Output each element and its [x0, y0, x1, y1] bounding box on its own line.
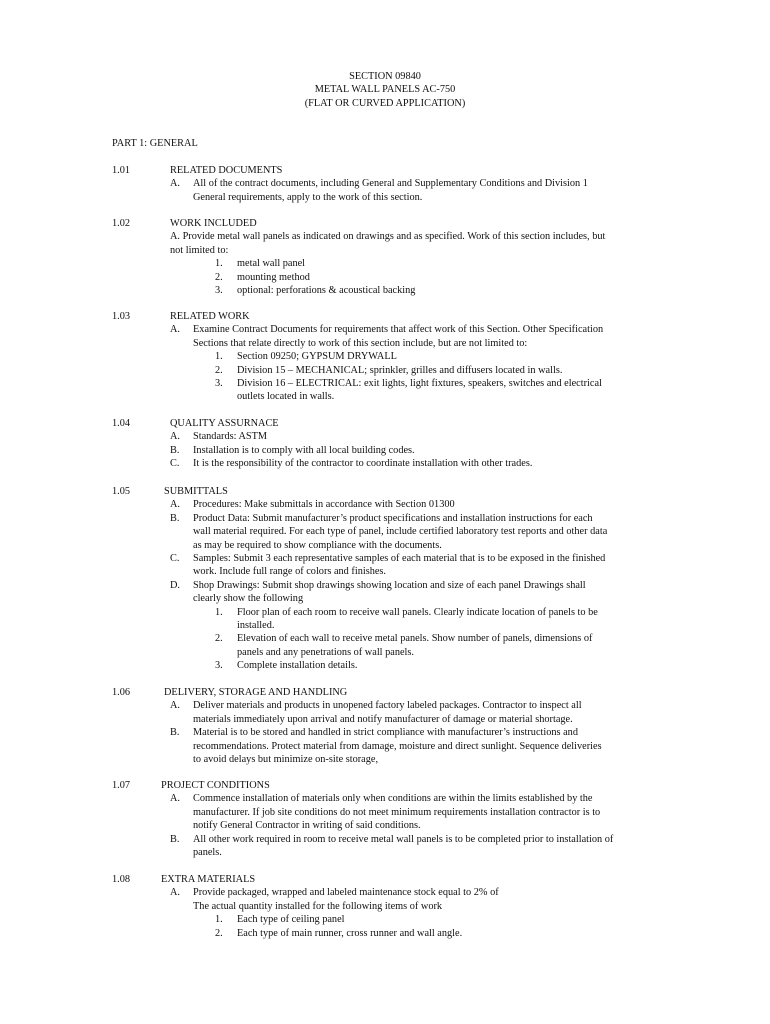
section-heading: DELIVERY, STORAGE AND HANDLING: [164, 687, 348, 698]
section-heading: QUALITY ASSURNACE: [170, 418, 279, 429]
list-marker: 3.: [215, 285, 223, 296]
list-item: optional: perforations & acoustical backing: [237, 285, 416, 296]
item-text: Deliver materials and products in unopened factory labeled packages. Contractor to inspect all: [193, 700, 582, 712]
item-marker: A.: [170, 700, 181, 712]
list-marker: 1.: [215, 606, 223, 618]
section-subtitle: (FLAT OR CURVED APPLICATION): [304, 97, 466, 109]
list-marker: 1.: [215, 258, 223, 270]
list-marker: 1.: [215, 914, 223, 926]
document-header: [0, 70, 770, 110]
item-text: as may be required to show compliance with the documents.: [193, 539, 442, 551]
section-number: SECTION 09840: [349, 71, 421, 82]
list-item: Each type of ceiling panel: [237, 914, 345, 926]
item-text: Sections that relate directly to work of this section include, but are not limited to:: [193, 337, 528, 349]
section-num: 1.05: [112, 486, 131, 497]
section-num: 1.06: [112, 687, 131, 698]
item-text: work. Include full range of colors and finishes.: [193, 566, 387, 578]
item-text: Examine Contract Documents for requirements that affect work of this Section. Other Specification: [193, 324, 604, 336]
item-text: Material is to be stored and handled in strict compliance with manufacturer’s instructions and: [193, 727, 578, 739]
item-text: manufacturer. If job site conditions do not meet minimum requirements installation contractor is to: [193, 806, 601, 818]
item-text: Provide packaged, wrapped and labeled maintenance stock equal to 2% of: [193, 887, 499, 899]
item-text: not limited to:: [170, 244, 229, 256]
list-marker: 3.: [215, 660, 223, 672]
section-heading: SUBMITTALS: [164, 486, 228, 497]
item-text: recommendations. Protect material from damage, moisture and direct sunlight. Sequence deliveries: [193, 740, 602, 752]
item-text: General requirements, apply to the work of this section.: [193, 191, 423, 203]
item-marker: A.: [170, 499, 181, 511]
list-item: Floor plan of each room to receive wall panels. Clearly indicate location of panels to be: [237, 606, 598, 618]
list-marker: 1.: [215, 351, 223, 363]
item-marker: A.: [170, 793, 181, 805]
list-item: panels and any penetrations of wall panels.: [237, 646, 414, 658]
part-heading: PART 1: GENERAL: [112, 138, 198, 149]
list-item: outlets located in walls.: [237, 391, 335, 403]
section-num: 1.03: [112, 311, 131, 322]
section-heading: EXTRA MATERIALS: [161, 874, 256, 885]
list-item: Division 16 – ELECTRICAL: exit lights, light fixtures, speakers, switches and electrical: [237, 378, 602, 389]
section-num: 1.04: [112, 418, 131, 429]
item-marker: C.: [170, 553, 180, 564]
item-marker: D.: [170, 579, 181, 591]
item-text: to avoid delays but minimize on-site storage,: [193, 754, 379, 765]
item-text: clearly show the following: [193, 593, 304, 605]
section-num: 1.01: [112, 165, 131, 176]
item-marker: B.: [170, 727, 180, 739]
item-text: notify General Contractor in writing of said conditions.: [193, 820, 421, 832]
list-item: metal wall panel: [237, 258, 306, 270]
list-item: Each type of main runner, cross runner and wall angle.: [237, 927, 463, 939]
item-text: Commence installation of materials only when conditions are within the limits established by the: [193, 793, 593, 805]
section-title: METAL WALL PANELS AC-750: [314, 84, 456, 96]
item-marker: B.: [170, 833, 180, 845]
list-item: Elevation of each wall to receive metal panels. Show number of panels, dimensions of: [237, 633, 593, 645]
item-text: Procedures: Make submittals in accordance with Section 01300: [193, 499, 455, 511]
section-num: 1.02: [112, 218, 131, 229]
list-item: Complete installation details.: [237, 660, 358, 672]
list-marker: 2.: [215, 271, 223, 283]
section-heading: RELATED DOCUMENTS: [170, 165, 283, 176]
item-text: Standards: ASTM: [193, 431, 268, 443]
item-text: All of the contract documents, including General and Supplementary Conditions and Division 1: [193, 178, 588, 190]
item-marker: A.: [170, 887, 181, 899]
item-marker: A.: [170, 324, 181, 336]
section-heading: PROJECT CONDITIONS: [161, 780, 270, 791]
list-marker: 2.: [215, 633, 223, 645]
list-item: Section 09250; GYPSUM DRYWALL: [237, 351, 397, 363]
item-text: It is the responsibility of the contractor to coordinate installation with other trades.: [193, 458, 533, 470]
item-text: Installation is to comply with all local building codes.: [193, 444, 415, 456]
list-marker: 3.: [215, 378, 223, 389]
item-text: The actual quantity installed for the following items of work: [193, 900, 443, 912]
item-text: wall material required. For each type of panel, include certified laboratory test reports and other data: [193, 526, 608, 538]
item-marker: B.: [170, 512, 180, 524]
list-item: installed.: [237, 620, 275, 631]
section-num: 1.08: [112, 874, 131, 885]
item-text: Samples: Submit 3 each representative samples of each material that is to be exposed in the finished: [193, 553, 606, 564]
item-text: Product Data: Submit manufacturer’s product specifications and installation instructions for each: [193, 512, 593, 524]
item-marker: B.: [170, 444, 180, 456]
item-marker: C.: [170, 458, 180, 470]
list-marker: 2.: [215, 927, 223, 939]
list-item: mounting method: [237, 271, 310, 283]
item-text: panels.: [193, 847, 222, 858]
section-num: 1.07: [112, 780, 131, 791]
item-text: Shop Drawings: Submit shop drawings showing location and size of each panel Drawings shall: [193, 579, 586, 591]
item-text: materials immediately upon arrival and notify manufacturer of damage or material shortage.: [193, 713, 573, 725]
list-marker: 2.: [215, 364, 223, 376]
item-text: A. Provide metal wall panels as indicated on drawings and as specified. Work of this section includes, but: [170, 231, 606, 243]
item-marker: A.: [170, 178, 181, 190]
section-heading: WORK INCLUDED: [170, 218, 257, 229]
item-marker: A.: [170, 431, 181, 443]
list-item: Division 15 – MECHANICAL; sprinkler, grilles and diffusers located in walls.: [237, 364, 563, 376]
item-text: All other work required in room to receive metal wall panels is to be completed prior to installation of: [193, 833, 614, 845]
section-heading: RELATED WORK: [170, 311, 250, 322]
